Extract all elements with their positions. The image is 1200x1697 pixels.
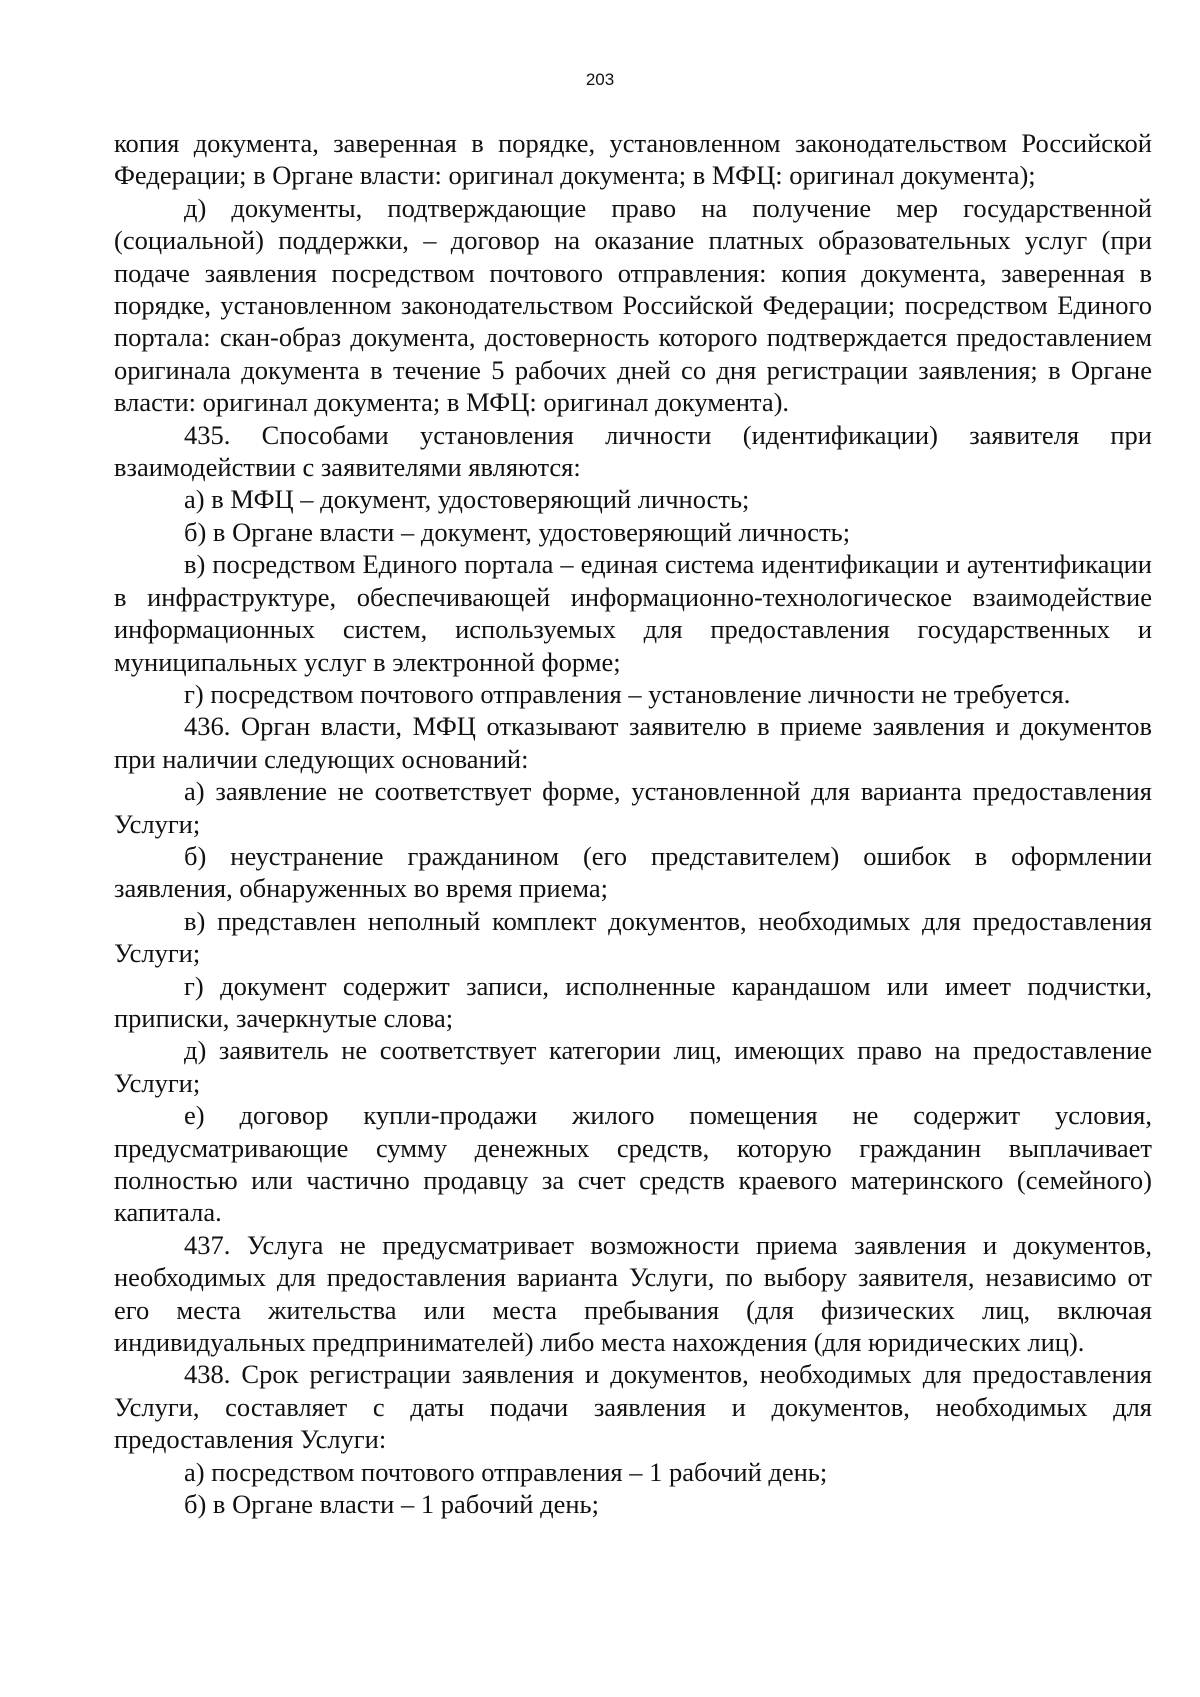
paragraph: копия документа, заверенная в порядке, установленном законодательством Российской Федерации; в Органе власти: оригинал документа; в МФЦ: оригинал документа); (114, 128, 1152, 191)
paragraph: г) документ содержит записи, исполненные карандашом или имеет подчистки, приписки, зачеркнутые слова; (114, 970, 1152, 1033)
paragraph: д) документы, подтверждающие право на получение мер государственной (социальной) поддержки, – договор на оказание платных образовательных услуг (при подаче заявления посредством почтового отправления: копия документа, заверенная в порядке, установленном законодательством Российской Федерации; посредством Единого портала: скан-образ документа, достоверность которого подтверждается предоставлением оригинала документа в течение 5 рабочих дней со дня регистрации заявления; в Органе власти: оригинал документа; в МФЦ: оригинал документа). (114, 192, 1152, 418)
paragraph: б) неустранение гражданином (его представителем) ошибок в оформлении заявления, обнаруженных во время приема; (114, 840, 1152, 904)
paragraph: г) посредством почтового отправления – установление личности не требуется. (184, 678, 1071, 709)
paragraph: 435. Способами установления личности (идентификации) заявителя при взаимодействии с заявителями являются: (114, 419, 1152, 483)
document-body (114, 127, 1152, 1520)
paragraph: в) посредством Единого портала – единая система идентификации и аутентификации в инфраструктуре, обеспечивающей информационно-технологическое взаимодействие информационных систем, используемых для предоставления государственных и муниципальных услуг в электронной форме; (114, 549, 1152, 677)
paragraph: в) представлен неполный комплект документов, необходимых для предоставления Услуги; (114, 905, 1152, 969)
paragraph: 437. Услуга не предусматривает возможности приема заявления и документов, необходимых для предоставления варианта Услуги, по выбору заявителя, независимо от его места жительства или места пребывания (для физических лиц, включая индивидуальных предпринимателей) либо места нахождения (для юридических лиц). (114, 1229, 1152, 1358)
paragraph: а) в МФЦ – документ, удостоверяющий личность; (184, 484, 750, 515)
paragraph: б) в Органе власти – документ, удостоверяющий личность; (184, 516, 851, 547)
page-number: 203 (585, 70, 615, 89)
paragraph: б) в Органе власти – 1 рабочий день; (184, 1489, 599, 1520)
paragraph: а) посредством почтового отправления – 1 рабочий день; (184, 1456, 828, 1487)
paragraph: е) договор купли-продажи жилого помещения не содержит условия, предусматривающие сумму денежных средств, которую гражданин выплачивает полностью или частично продавцу за счет средств краевого материнского (семейного) капитала. (114, 1100, 1152, 1228)
paragraph: 438. Срок регистрации заявления и документов, необходимых для предоставления Услуги, составляет с даты подачи заявления и документов, необходимых для предоставления Услуги: (114, 1359, 1152, 1455)
paragraph: а) заявление не соответствует форме, установленной для варианта предоставления Услуги; (114, 776, 1152, 839)
paragraph: д) заявитель не соответствует категории лиц, имеющих право на предоставление Услуги; (114, 1035, 1152, 1098)
paragraph: 436. Орган власти, МФЦ отказывают заявителю в приеме заявления и документов при наличии следующих оснований: (114, 711, 1152, 774)
